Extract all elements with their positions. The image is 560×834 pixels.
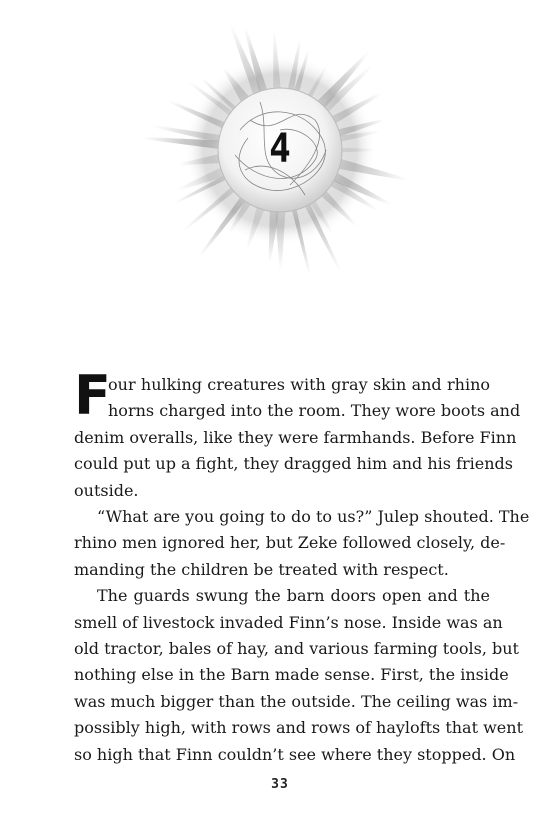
text-line: “What are you going to do to us?” Julep shouted. The: [97, 507, 530, 527]
chapter-body: [74, 364, 530, 768]
text-line: possibly high, with rows and rows of haylofts that went: [74, 718, 523, 738]
text-line: The guards swung the barn doors open and the: [97, 586, 490, 606]
text-line: denim overalls, like they were farmhands. Before Finn: [74, 427, 517, 447]
text-line: smell of livestock invaded Finn’s nose. Inside was an: [74, 612, 503, 632]
text-line: nothing else in the Barn made sense. First, the inside: [74, 665, 509, 685]
text-line: outside.: [74, 480, 139, 500]
text-line: rhino men ignored her, but Zeke followed closely, de-: [74, 533, 506, 553]
text-line: manding the children be treated with respect.: [74, 559, 449, 579]
page-number: 33: [271, 777, 289, 792]
text-line: our hulking creatures with gray skin and rhino: [108, 375, 490, 394]
text-line: could put up a fight, they dragged him and his friends: [74, 454, 514, 474]
paragraph-1: [74, 364, 521, 504]
drop-cap: F: [74, 364, 111, 427]
paragraph-2: [74, 504, 530, 583]
chapter-number: 4: [269, 126, 291, 172]
paragraph-3: [74, 583, 523, 768]
text-line: old tractor, bales of hay, and various farming tools, but: [74, 639, 519, 659]
text-line: was much bigger than the outside. The ceiling was im-: [74, 691, 519, 711]
text-line: horns charged into the room. They wore boots and: [108, 401, 521, 421]
text-line: so high that Finn couldn’t see where they stopped. On: [74, 744, 516, 764]
